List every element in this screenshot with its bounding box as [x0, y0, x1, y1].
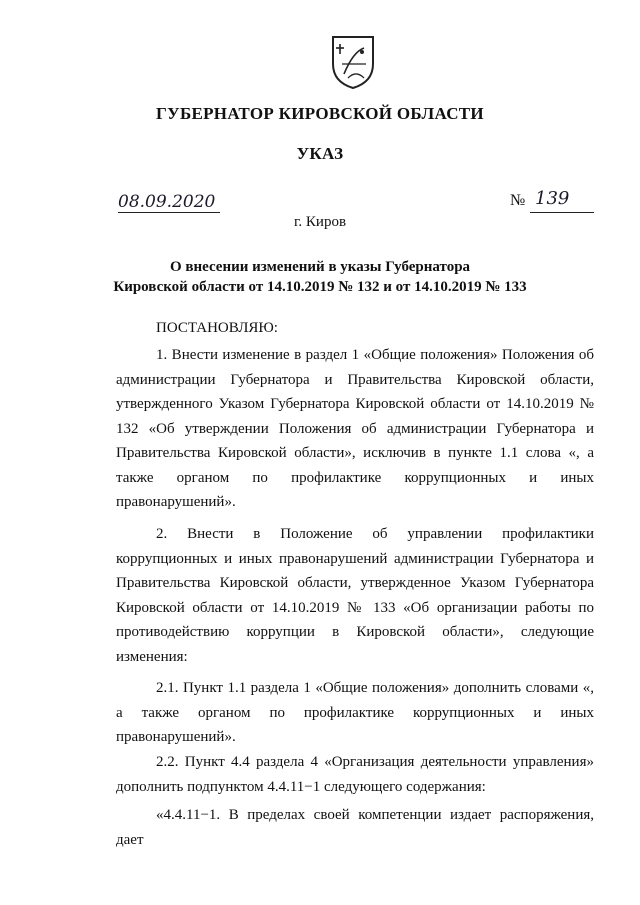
- paragraph-quote: «4.4.11−1. В пределах своей компетенции издает распоряжения, дает: [116, 807, 594, 848]
- paragraph-2-1: 2.1. Пункт 1.1 раздела 1 «Общие положения» дополнить словами «, а также органом по профилактике коррупционных и иных правонарушений».: [116, 680, 594, 745]
- document-type: УКАЗ: [296, 144, 344, 163]
- paragraph-1: 1. Внести изменение в раздел 1 «Общие положения» Положения об администрации Губернатора и Правительства Кировской области, утвержденного Указом Губернатора Кировской области от 14.10.2019 № 132 «Об утверждении Положения об администрации Губернатора и Правительства Кировской области», исключив в пункте 1.1 слова «, а также органом по профилактике коррупционных и иных правонарушений».: [116, 347, 594, 510]
- document-subject: [0, 257, 640, 297]
- city: г. Киров: [293, 214, 347, 230]
- decree-word: ПОСТАНОВЛЯЮ:: [156, 320, 278, 336]
- document-number: 139: [535, 188, 570, 209]
- document-date: 08.09.2020: [118, 192, 216, 212]
- paragraph-2-2: 2.2. Пункт 4.4 раздела 4 «Организация деятельности управления» дополнить подпунктом 4.4.11−1 следующего содержания:: [116, 754, 594, 795]
- issuer-title: ГУБЕРНАТОР КИРОВСКОЙ ОБЛАСТИ: [156, 104, 484, 123]
- number-sign: №: [510, 192, 526, 209]
- date-underline: [118, 212, 220, 213]
- number-underline: [530, 212, 594, 213]
- subject-line-2: Кировской области от 14.10.2019 № 132 и от 14.10.2019 № 133: [113, 279, 527, 295]
- subject-line-1: О внесении изменений в указы Губернатора: [169, 259, 471, 275]
- coat-of-arms-icon: [330, 34, 376, 90]
- paragraph-2: 2. Внести в Положение об управлении профилактики коррупционных и иных правонарушений администрации Губернатора и Правительства Кировской области, утвержденное Указом Губернатора Кировской области от 14.10.2019 № 133 «Об организации работы по противодействию коррупции в Кировской области», следующие изменения:: [116, 526, 594, 665]
